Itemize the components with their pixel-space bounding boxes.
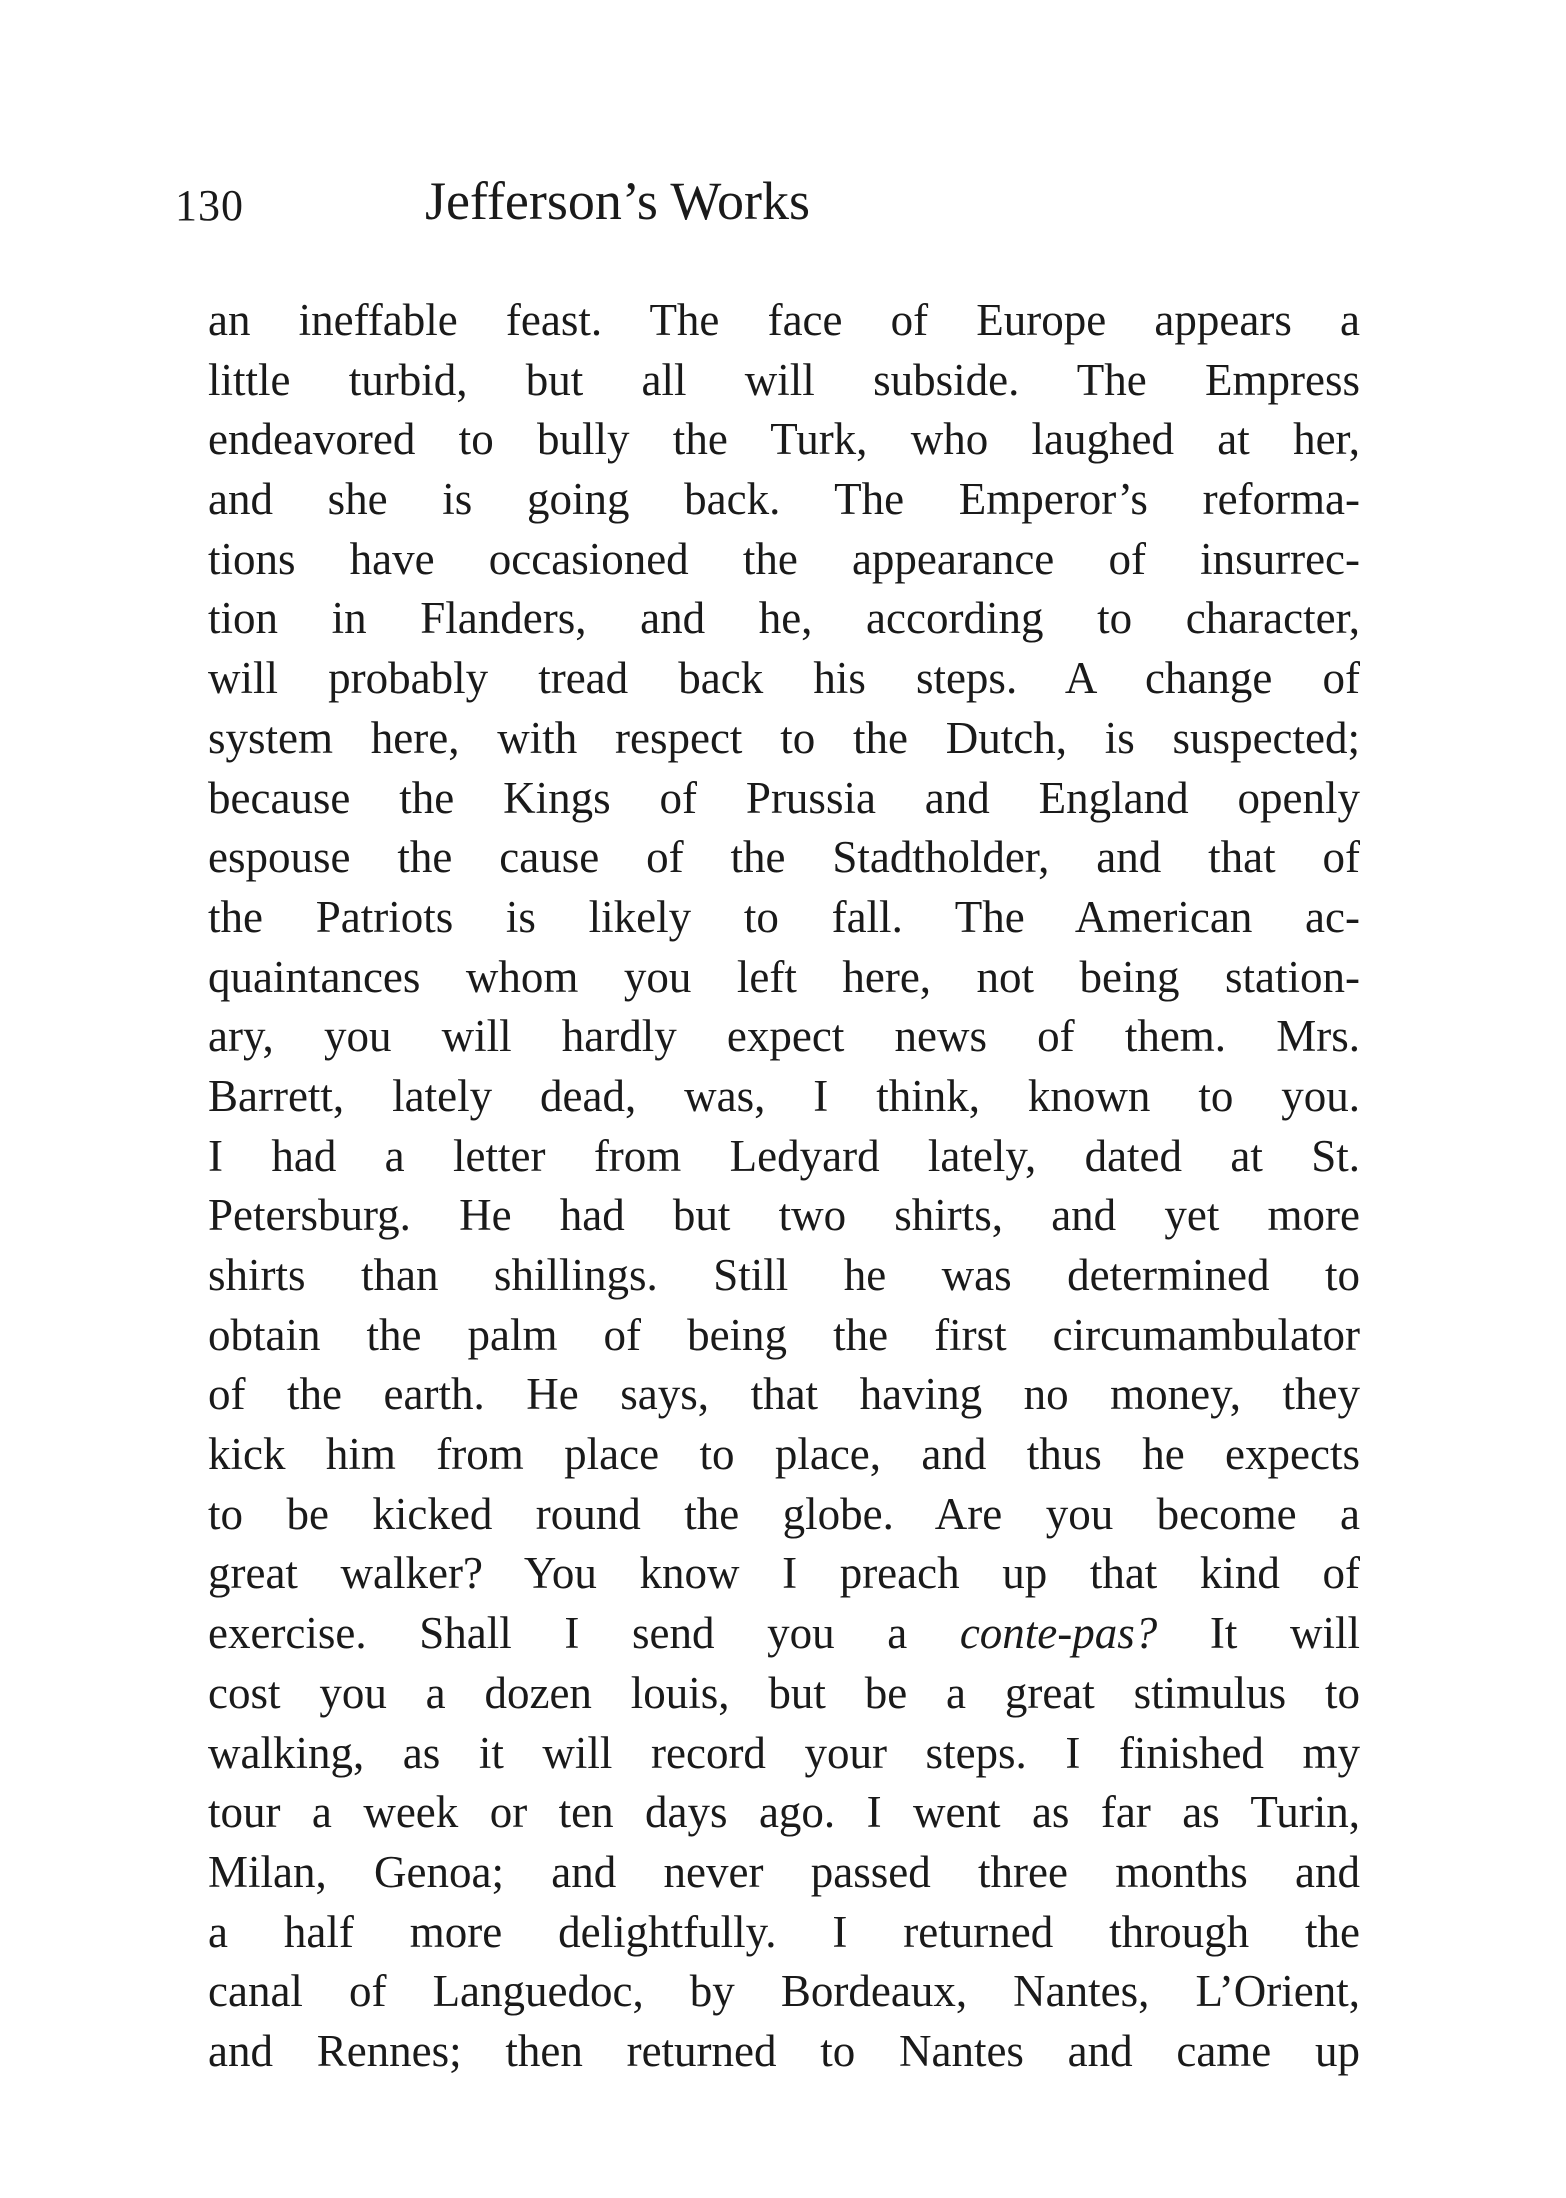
text-line: because the Kings of Prussia and England openly (208, 772, 1360, 823)
text-line: endeavored to bully the Turk, who laughed at her, (208, 414, 1360, 465)
text-line: a half more delightfully. I returned through the (208, 1906, 1360, 1957)
text-line: the Patriots is likely to fall. The American ac- (208, 891, 1360, 942)
text-line: walking, as it will record your steps. I finished my (208, 1727, 1360, 1778)
text-line: Milan, Genoa; and never passed three months and (208, 1846, 1360, 1897)
text-line-with-italic (208, 1604, 1360, 1664)
text-line: tour a week or ten days ago. I went as far as Turin, (208, 1787, 1360, 1838)
text-line: espouse the cause of the Stadtholder, and that of (208, 832, 1360, 883)
text-segment: It will (1157, 1608, 1360, 1659)
text-line: obtain the palm of being the first circumambulator (208, 1309, 1360, 1360)
text-line: kick him from place to place, and thus he expects (208, 1429, 1360, 1480)
italic-term: conte-pas? (959, 1608, 1158, 1659)
text-line: little turbid, but all will subside. The Empress (208, 354, 1360, 405)
text-line: Barrett, lately dead, was, I think, known to you. (208, 1070, 1360, 1121)
page-title: Jefferson’s Works (424, 171, 811, 231)
text-line: shirts than shillings. Still he was determined to (208, 1250, 1360, 1300)
text-line: will probably tread back his steps. A change of (208, 653, 1360, 704)
text-line: ary, you will hardly expect news of them. Mrs. (208, 1011, 1360, 1062)
text-line: of the earth. He says, that having no money, they (208, 1369, 1360, 1420)
text-line: and she is going back. The Emperor’s reforma- (208, 474, 1360, 525)
text-line: an ineffable feast. The face of Europe appears a (208, 295, 1360, 345)
text-line: great walker? You know I preach up that kind of (208, 1548, 1360, 1599)
running-head (175, 170, 1020, 250)
text-line: and Rennes; then returned to Nantes and came up (208, 2025, 1360, 2076)
text-line: canal of Languedoc, by Bordeaux, Nantes, L’Orient, (208, 1966, 1360, 2017)
body-text (208, 291, 1360, 2082)
text-line: quaintances whom you left here, not being station- (208, 951, 1360, 1002)
text-line: to be kicked round the globe. Are you become a (208, 1488, 1360, 1539)
text-segment: exercise. Shall I send you a (208, 1608, 960, 1659)
text-line: system here, with respect to the Dutch, is suspected; (208, 712, 1360, 763)
page-number: 130 (175, 181, 244, 230)
text-line: Petersburg. He had but two shirts, and yet more (208, 1190, 1360, 1241)
text-line: tions have occasioned the appearance of insurrec- (208, 533, 1360, 584)
text-line: I had a letter from Ledyard lately, dated at St. (208, 1130, 1360, 1181)
text-line: tion in Flanders, and he, according to character, (208, 593, 1360, 644)
text-line: cost you a dozen louis, but be a great stimulus to (208, 1667, 1360, 1718)
